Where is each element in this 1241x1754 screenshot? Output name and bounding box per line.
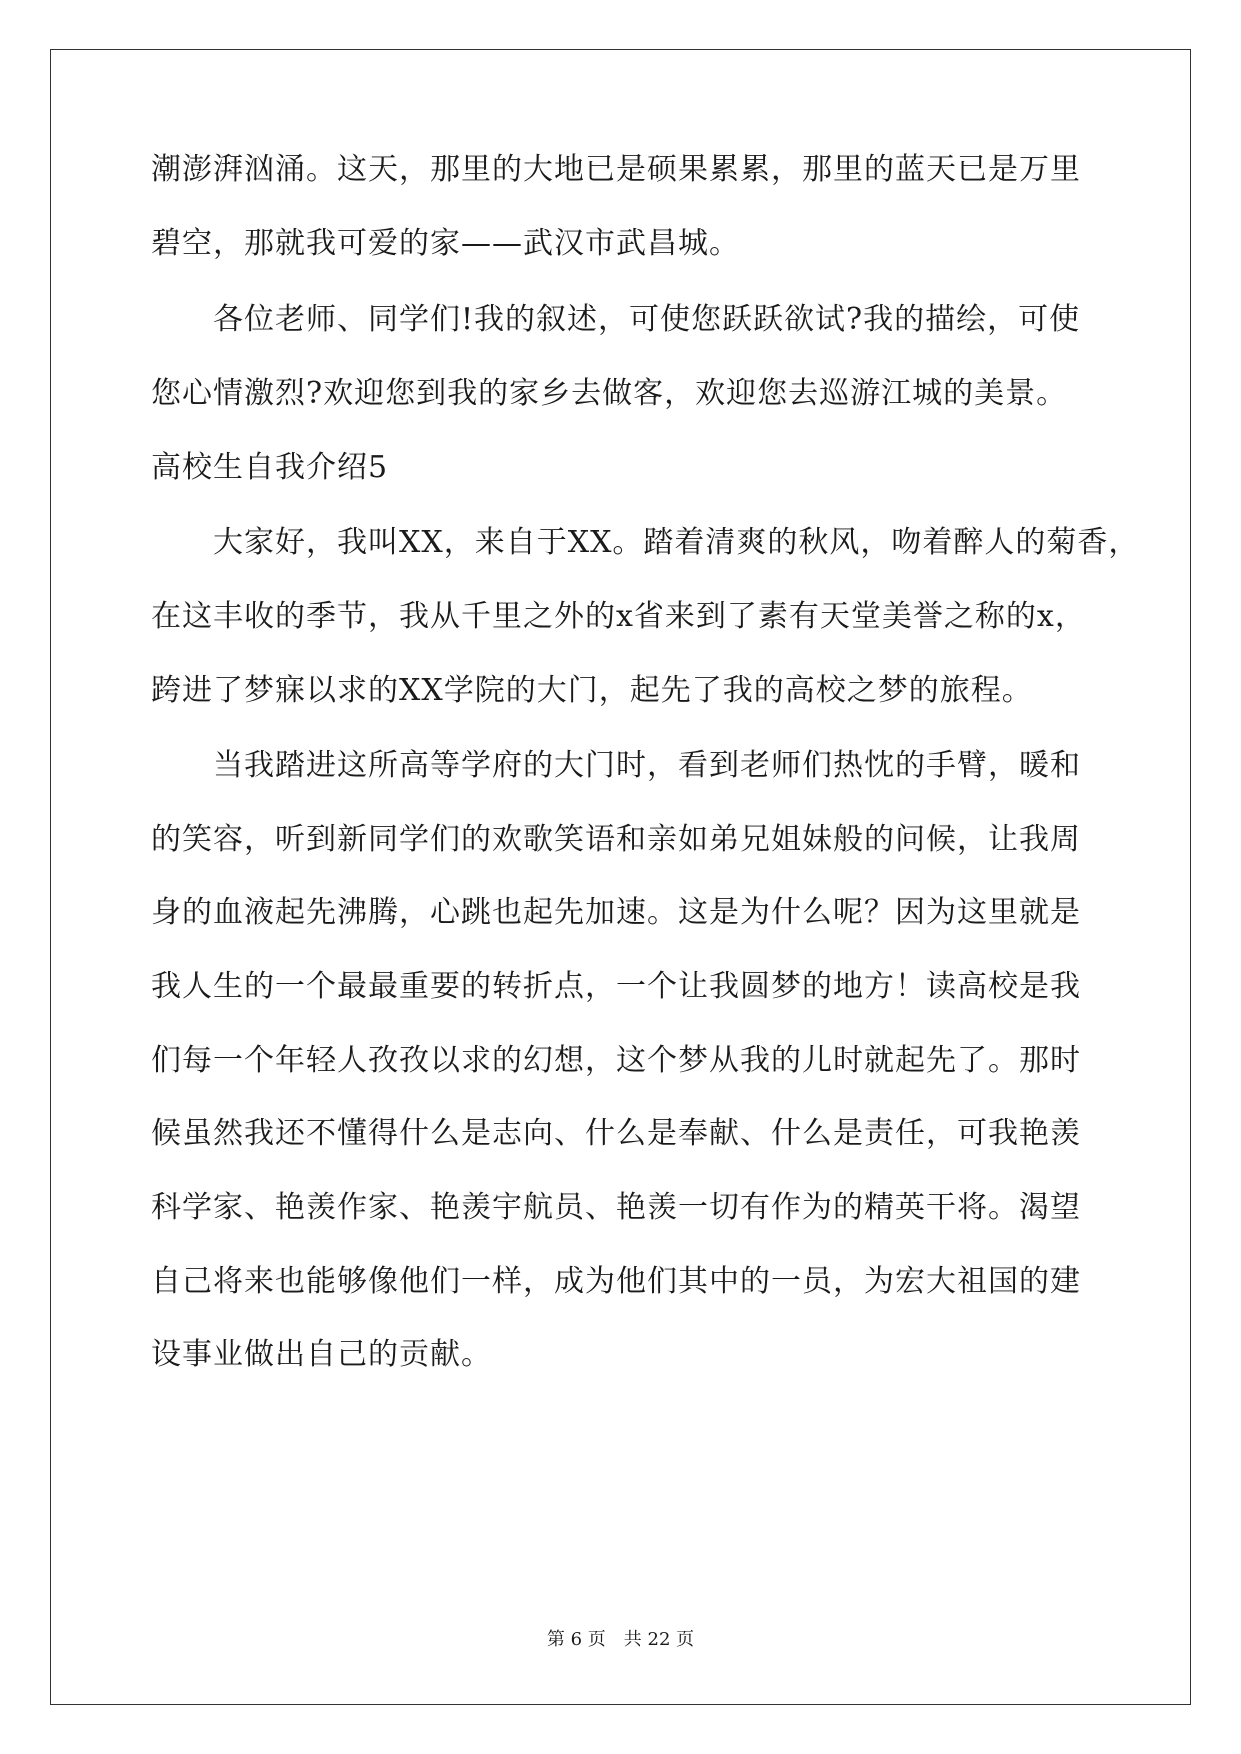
paragraph-line: 的笑容，听到新同学们的欢歌笑语和亲如弟兄姐妹般的问候，让我周 [151, 822, 1081, 857]
paragraph-line: 在这丰收的季节，我从千里之外的x省来到了素有天堂美誉之称的x， [151, 599, 1086, 634]
paragraph-line: 大家好，我叫XX，来自于XX。踏着清爽的秋风，吻着醉人的菊香， [213, 525, 1140, 560]
paragraph-line: 科学家、艳羡作家、艳羡宇航员、艳羡一切有作为的精英干将。渴望 [151, 1190, 1081, 1225]
paragraph-line: 潮澎湃汹涌。这天，那里的大地已是硕果累累，那里的蓝天已是万里 [151, 152, 1081, 187]
paragraph-line: 身的血液起先沸腾，心跳也起先加速。这是为什么呢？因为这里就是 [151, 895, 1081, 930]
paragraph-line: 各位老师、同学们!我的叙述，可使您跃跃欲试?我的描绘，可使 [213, 302, 1081, 337]
paragraph-line: 您心情激烈?欢迎您到我的家乡去做客，欢迎您去巡游江城的美景。 [151, 376, 1068, 411]
paragraph-line: 跨进了梦寐以求的XX学院的大门，起先了我的高校之梦的旅程。 [151, 673, 1033, 708]
paragraph-line: 设事业做出自己的贡献。 [151, 1337, 492, 1372]
paragraph-line: 碧空，那就我可爱的家——武汉市武昌城。 [151, 226, 740, 261]
paragraph-line: 我人生的一个最最重要的转折点，一个让我圆梦的地方！读高校是我 [151, 969, 1081, 1004]
paragraph-line: 自己将来也能够像他们一样，成为他们其中的一员，为宏大祖国的建 [151, 1264, 1081, 1299]
page-number-footer: 第 6 页 共 22 页 [546, 1629, 695, 1650]
paragraph-line: 当我踏进这所高等学府的大门时，看到老师们热忱的手臂，暖和 [213, 748, 1081, 783]
page-border [50, 49, 1191, 1705]
section-heading: 高校生自我介绍5 [151, 450, 389, 485]
paragraph-line: 们每一个年轻人孜孜以求的幻想，这个梦从我的儿时就起先了。那时 [151, 1043, 1081, 1078]
paragraph-line: 候虽然我还不懂得什么是志向、什么是奉献、什么是责任，可我艳羡 [151, 1116, 1081, 1151]
